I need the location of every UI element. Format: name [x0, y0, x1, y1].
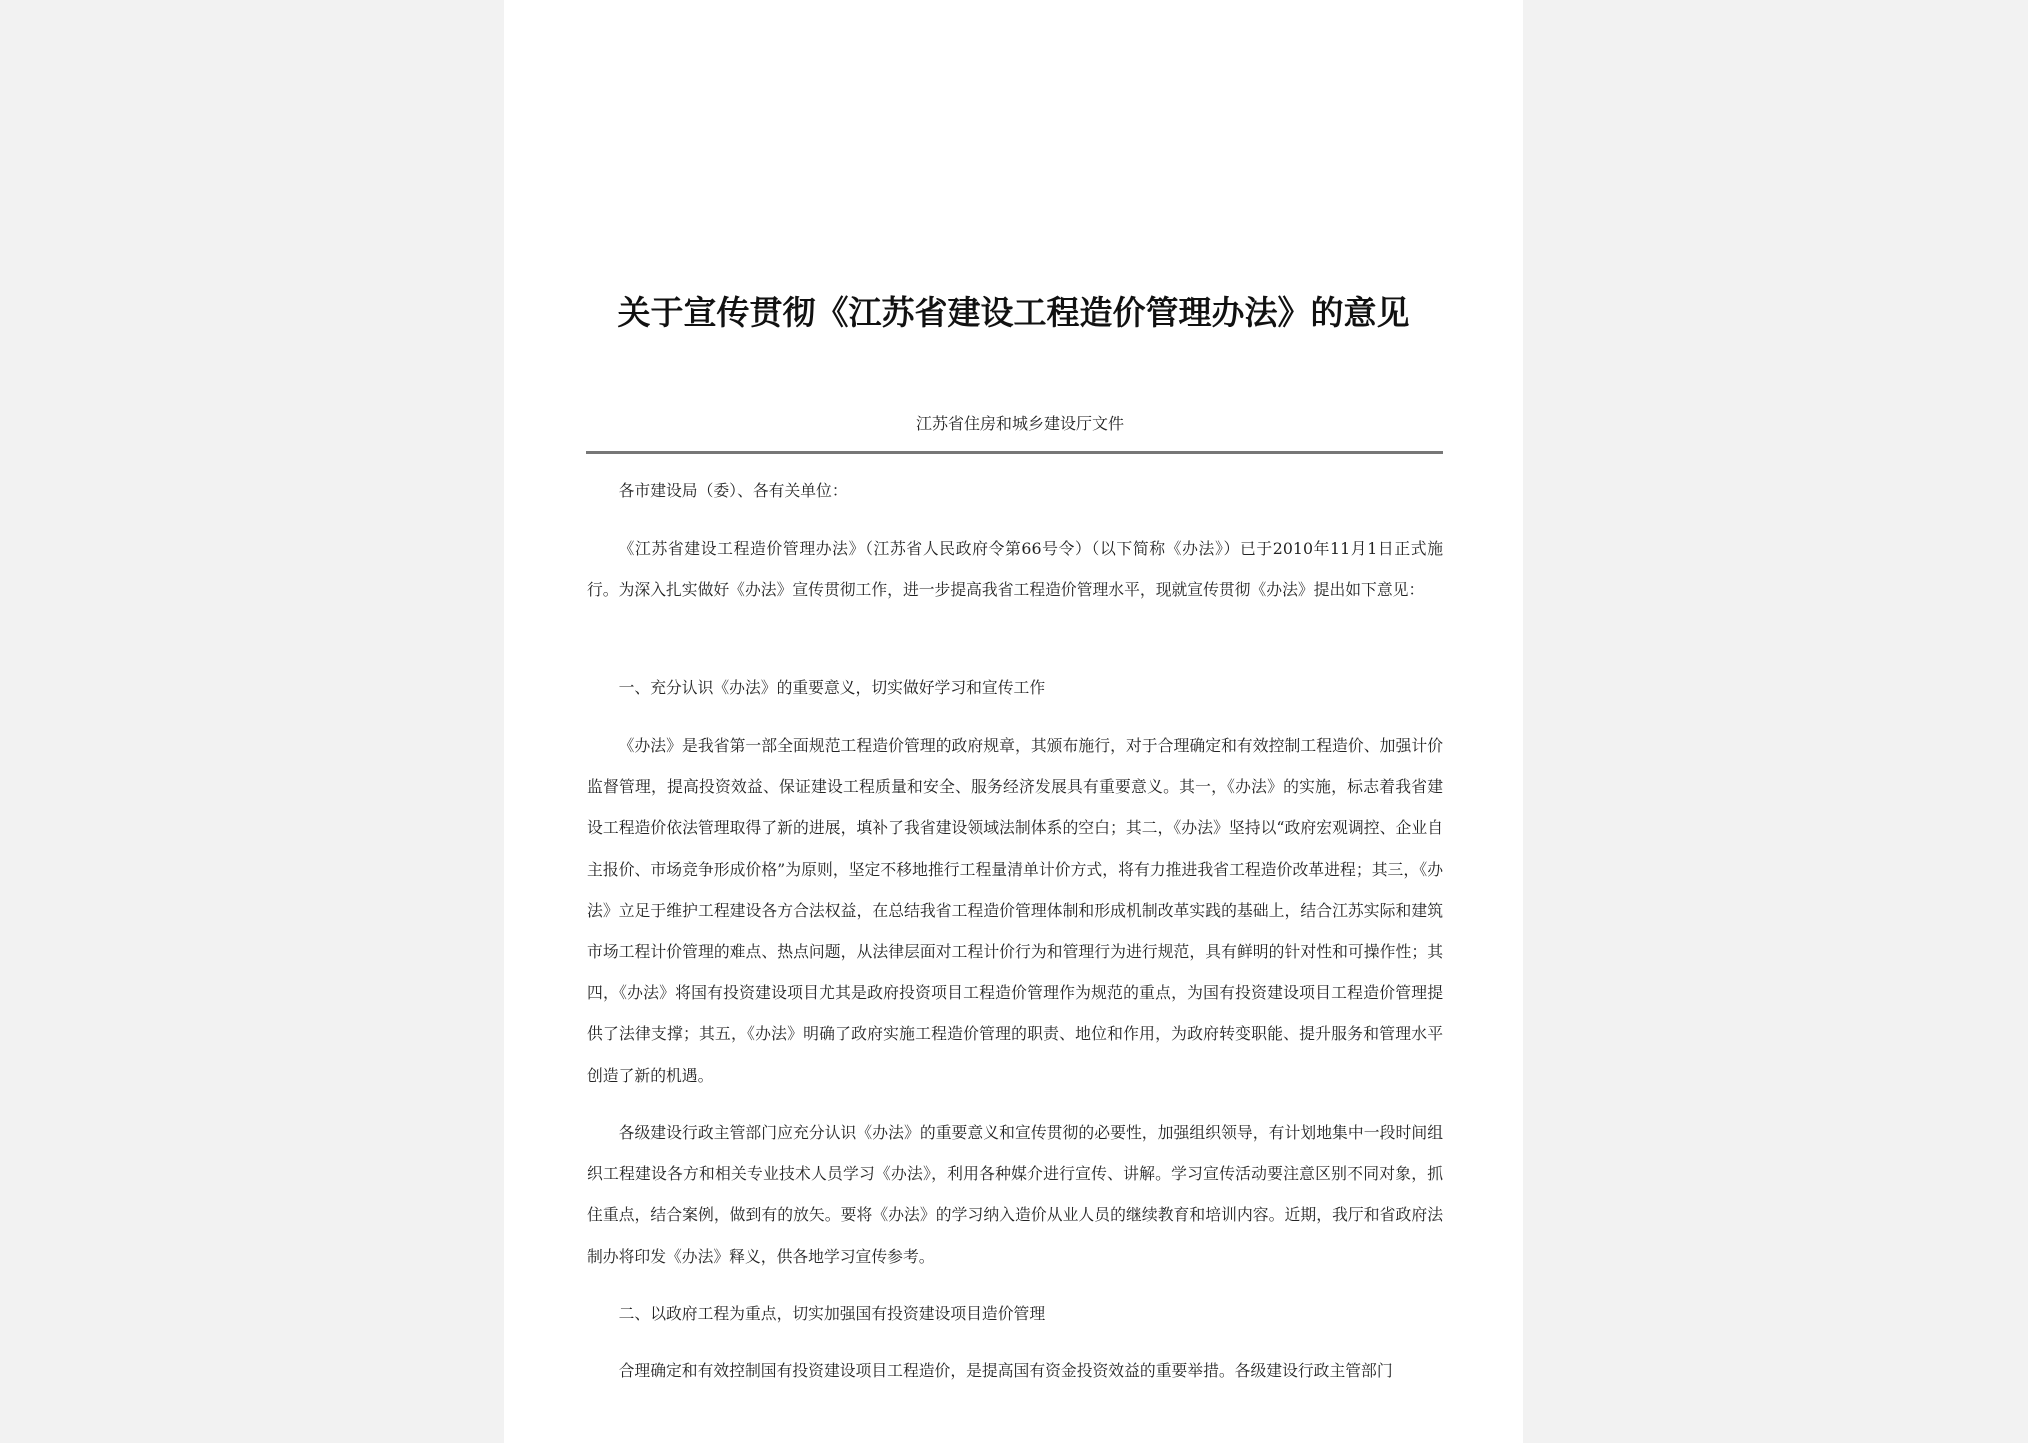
body-paragraph: 《办法》是我省第一部全面规范工程造价管理的政府规章，其颁布施行，对于合理确定和有效控制工程造价、加强计价监督管理，提高投资效益、保证建设工程质量和安全、服务经济发展具有重要意义。其一，《办法》的实施，标志着我省建设工程造价依法管理取得了新的进展，填补了我省建设领域法制体系的空白；其二，《办法》坚持以“政府宏观调控、企业自主报价、市场竞争形成价格”为原则，坚定不移地推行工程量清单计价方式，将有力推进我省工程造价改革进程；其三，《办法》立足于维护工程建设各方合法权益，在总结我省工程造价管理体制和形成机制改革实践的基础上，结合江苏实际和建筑市场工程计价管理的难点、热点问题，从法律层面对工程计价行为和管理行为进行规范，具有鲜明的针对性和可操作性；其四，《办法》将国有投资建设项目尤其是政府投资项目工程造价管理作为规范的重点，为国有投资建设项目工程造价管理提供了法律支撑；其五，《办法》明确了政府实施工程造价管理的职责、地位和作用，为政府转变职能、提升服务和管理水平创造了新的机遇。 — [587, 736, 1443, 1085]
document-page — [504, 0, 1523, 1443]
section-heading: 一、充分认识《办法》的重要意义，切实做好学习和宣传工作 — [618, 678, 1046, 697]
header-divider — [586, 451, 1443, 454]
issuer-line: 江苏省住房和城乡建设厅文件 — [915, 414, 1124, 433]
body-paragraph: 合理确定和有效控制国有投资建设项目工程造价，是提高国有资金投资效益的重要举措。各级建设行政主管部门 — [618, 1361, 1393, 1380]
section-heading: 二、以政府工程为重点，切实加强国有投资建设项目造价管理 — [618, 1304, 1046, 1323]
body-paragraph: 《江苏省建设工程造价管理办法》（江苏省人民政府令第66号令）（以下简称《办法》）已于2010年11月1日正式施行。为深入扎实做好《办法》宣传贯彻工作，进一步提高我省工程造价管理水平，现就宣传贯彻《办法》提出如下意见： — [587, 539, 1443, 600]
document-title: 关于宣传贯彻《江苏省建设工程造价管理办法》的意见 — [617, 293, 1410, 332]
body-paragraph: 各级建设行政主管部门应充分认识《办法》的重要意义和宣传贯彻的必要性，加强组织领导，有计划地集中一段时间组织工程建设各方和相关专业技术人员学习《办法》，利用各种媒介进行宣传、讲解。学习宣传活动要注意区别不同对象，抓住重点，结合案例，做到有的放矢。要将《办法》的学习纳入造价从业人员的继续教育和培训内容。近期，我厅和省政府法制办将印发《办法》释义，供各地学习宣传参考。 — [587, 1123, 1443, 1266]
greeting-line: 各市建设局（委）、各有关单位： — [618, 481, 848, 500]
